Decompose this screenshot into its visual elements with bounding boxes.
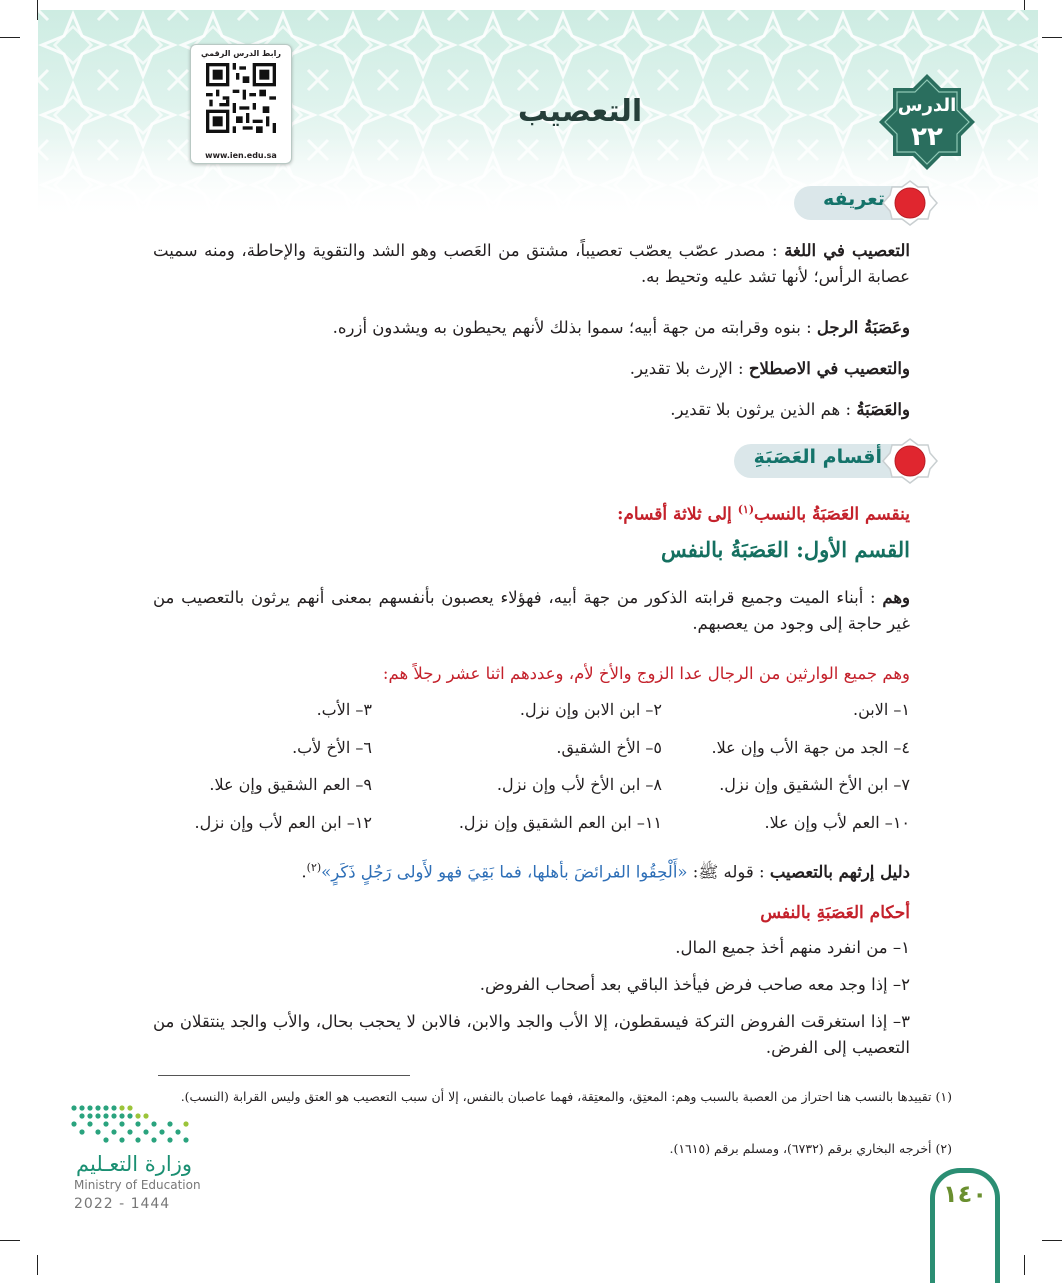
section-heading-types: [700, 438, 940, 484]
heir-item: ٦– الأخ لأب.: [292, 738, 372, 757]
rulings-heading: أحكام العَصَبَةِ بالنفس: [760, 903, 910, 923]
definition-asaba: والعَصَبَةُ : هم الذين يرثون بلا تقدير.: [670, 400, 910, 419]
qr-url[interactable]: www.ien.edu.sa: [205, 151, 277, 160]
ministry-logo-icon: [66, 1100, 196, 1150]
section-title: تعريفه: [822, 188, 885, 210]
heir-item: ٥– الأخ الشقيق.: [556, 738, 662, 757]
octagon-star-icon: [880, 438, 940, 484]
definition-linguistic: التعصيب في اللغة : مصدر عصّب يعصّب تعصيباً، مشتق من العَصب وهو الشد والتقوية والإحاطة، ومنه سميت عصابة الرأس؛ لأنها تشد عليه وتحيط به.: [153, 241, 910, 286]
heir-item: ٢– ابن الابن وإن نزل.: [519, 700, 662, 719]
heir-item: ٧– ابن الأخ الشقيق وإن نزل.: [719, 775, 910, 794]
heir-item: ٤– الجد من جهة الأب وإن علا.: [711, 738, 910, 757]
heir-item: ٣– الأب.: [316, 700, 372, 719]
footnote-2: (٢) أخرجه البخاري برقم (٦٧٣٢)، ومسلم برقم (١٦١٥).: [669, 1141, 952, 1156]
first-type-heading: القسم الأول: العَصَبَةُ بالنفس: [660, 537, 910, 562]
definition-technical: والتعصيب في الاصطلاح : الإرث بلا تقدير.: [629, 359, 910, 378]
heir-item: ١٠– العم لأب وإن علا.: [764, 813, 910, 832]
ruling-item: ٣– إذا استغرقت الفروض التركة فيسقطون، إلا الأب والجد والابن، فالابن لا يحجب بحال، والأب والجد ينتقلان من التعصيب إلى الفرض.: [153, 1012, 910, 1057]
hadith-text: «أَلْحِقُوا الفرائضَ بأهلها، فما بَقِيَ فهو لأَولى رَجُلٍ ذَكَرٍ»: [321, 862, 688, 882]
qr-code-icon[interactable]: [206, 63, 276, 133]
definition-asaba-man: وعَصَبَةُ الرجل : بنوه وقرابته من جهة أبيه؛ سموا بذلك لأنهم يحيطون به ويشدون أزره.: [332, 318, 910, 337]
section-title: أقسام العَصَبَةِ: [753, 446, 882, 468]
heir-item: ١٢– ابن العم لأب وإن نزل.: [194, 813, 372, 832]
evidence-line: دليل إرثهم بالتعصيب : قوله ﷺ: «أَلْحِقُوا الفرائضَ بأهلها، فما بَقِيَ فهو لأَولى رَجُلٍ ذَكَرٍ»$^{(٢)}$.: [301, 861, 910, 882]
ministry-name-en: Ministry of Education: [74, 1178, 201, 1192]
page-title: التعصيب: [517, 94, 643, 129]
page-number: ١٤٠: [943, 1180, 987, 1208]
qr-code-card[interactable]: [190, 44, 292, 164]
first-type-description: وهم : أبناء الميت وجميع قرابته الذكور من جهة أبيه، فهؤلاء يعصبون بأنفسهم بمعنى أنهم يرثون بالتعصيب من غير حاجة إلى وجود من يعصبهم.: [153, 588, 911, 633]
heirs-intro: وهم جميع الوارثين من الرجال عدا الزوج والأخ لأم، وعددهم اثنا عشر رجلاً هم:: [382, 664, 910, 683]
heir-item: ٩– العم الشقيق وإن علا.: [209, 775, 372, 794]
footnote-divider: [158, 1075, 410, 1076]
section-heading-definition: [760, 180, 940, 226]
heir-item: ١١– ابن العم الشقيق وإن نزل.: [458, 813, 662, 832]
ministry-name-ar: وزارة التعـليم: [76, 1152, 193, 1176]
types-intro: ينقسم العَصَبَةُ بالنسب$^{(١)}$ إلى ثلاثة أقسام:: [617, 503, 910, 525]
qr-label: رابط الدرس الرقمي: [201, 49, 281, 58]
heir-item: ١– الابن.: [853, 700, 910, 719]
lesson-number: ٢٢: [911, 122, 943, 152]
ministry-year: 2022 - 1444: [74, 1196, 171, 1212]
ruling-item: ١– من انفرد منهم أخذ جميع المال.: [675, 938, 910, 957]
heir-item: ٨– ابن الأخ لأب وإن نزل.: [496, 775, 662, 794]
octagon-star-icon: [880, 180, 940, 226]
lesson-label: الدرس: [897, 95, 957, 116]
footnote-1: (١) تقييدها بالنسب هنا احتراز من العصبة بالسبب وهم: المعتِق، والمعتِقة، فهما عاصبان بالنفس، إلا أن سبب التعصيب هو العتق وليس القرابة (النسب).: [180, 1089, 952, 1104]
ruling-item: ٢– إذا وجد معه صاحب فرض فيأخذ الباقي بعد أصحاب الفروض.: [479, 975, 910, 994]
